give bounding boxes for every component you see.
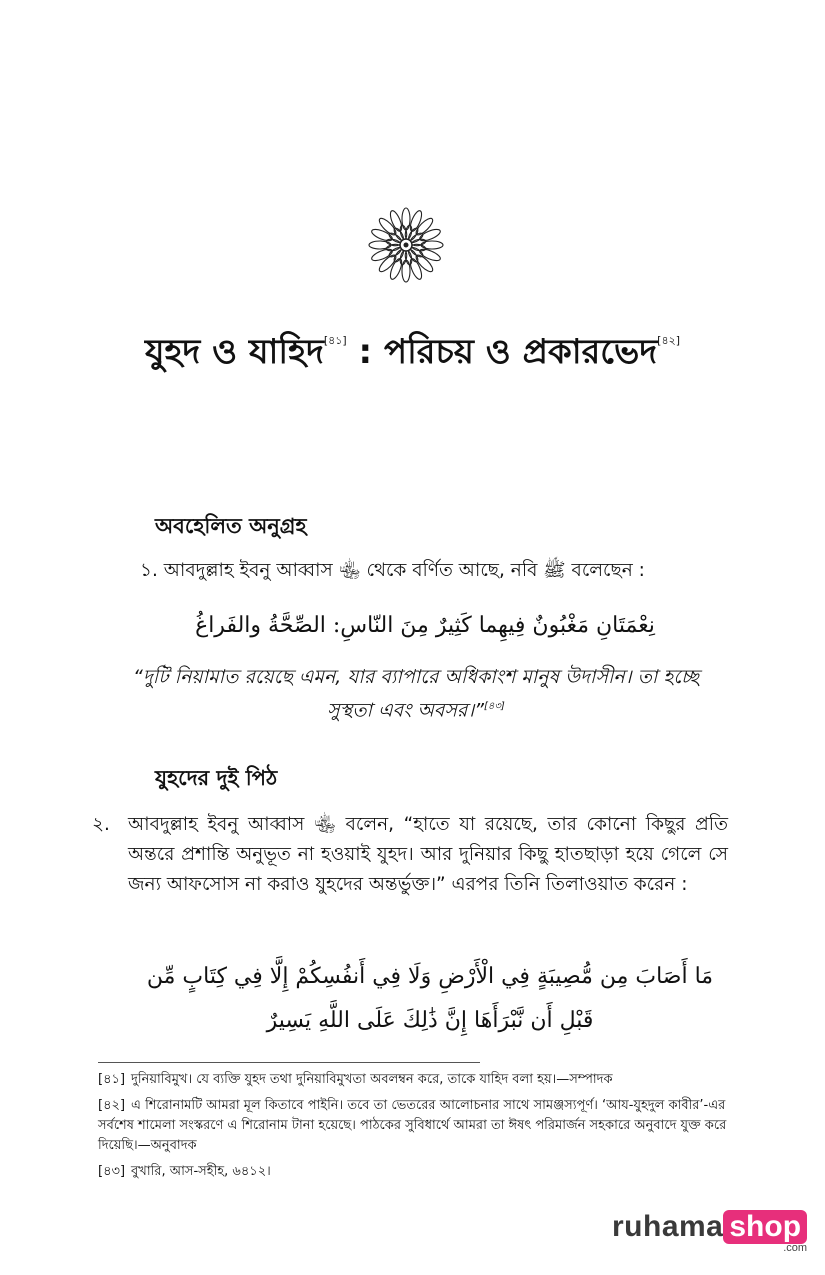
footnote-43 <box>98 1162 728 1182</box>
footnote-41 <box>98 1070 728 1090</box>
chapter-title-part2: পরিচয় ও প্রকারভেদ <box>384 332 658 372</box>
chapter-title-part1: যুহদ ও যাহিদ <box>144 332 324 372</box>
ruhamashop-logo <box>612 1210 807 1262</box>
hadith-translation-quote <box>120 662 712 725</box>
hadith-paragraph-2 <box>92 810 728 900</box>
quote-ref[interactable]: [৪৩] <box>484 701 505 712</box>
chapter-title-ref1[interactable]: [৪১] <box>323 334 347 347</box>
footnote-marker: [৪১] <box>98 1072 126 1087</box>
footnote-divider <box>98 1062 480 1063</box>
footnote-marker: [৪২] <box>98 1098 126 1113</box>
arabic-hadith-text: نِعْمَتَانِ مَغْبُونٌ فِيهِما كَثِيرٌ مِنَ النّاسِ: الصِّحَّةُ والفَراغُ <box>195 613 655 638</box>
ornament-petal <box>421 241 443 249</box>
footnote-marker: [৪৩] <box>98 1164 126 1179</box>
logo-badge: shop <box>723 1210 807 1244</box>
hadith-paragraph-1: ১. আবদুল্লাহ ইবনু আব্বাস ﵄ থেকে বর্ণিত আছে, নবি ﷺ বলেছেন : <box>140 560 645 581</box>
quote-text: “দুটি নিয়ামাত রয়েছে এমন, যার ব্যাপারে অধিকাংশ মানুষ উদাসীন। তা হচ্ছে সুস্থতা এবং অবসর।” <box>132 666 700 722</box>
paragraph-number: ২. <box>92 814 110 835</box>
mandala-ornament-icon <box>366 205 446 285</box>
footnote-text: দুনিয়াবিমুখ। যে ব্যক্তি যুহদ তথা দুনিয়াবিমুখতা অবলম্বন করে, তাকে যাহিদ বলা হয়।—সম্পাদক <box>131 1072 613 1087</box>
ornament-petal <box>402 208 410 230</box>
chapter-title-separator: : <box>346 332 384 372</box>
ornament-petal <box>402 260 410 282</box>
arabic-quran-verse: مَا أَصَابَ مِن مُّصِيبَةٍ فِي الْأَرْضِ وَلَا فِي أَنفُسِكُمْ إِلَّا فِي كِتَابٍ مِّن قَبْلِ أَن نَّبْرَأَهَا إِنَّ ذَٰلِكَ عَلَى اللَّهِ يَسِيرٌ <box>146 964 714 1033</box>
chapter-title-ref2[interactable]: [৪২] <box>657 334 681 347</box>
logo-suffix: .com <box>783 1242 808 1254</box>
ornament-petal <box>369 241 391 249</box>
chapter-title <box>80 332 745 373</box>
section-heading-neglected-blessing: অবহেলিত অনুগ্রহ <box>155 514 307 538</box>
logo-name: ruhama <box>612 1210 724 1243</box>
footnote-42 <box>98 1096 728 1156</box>
paragraph-2-text: আবদুল্লাহ ইবনু আব্বাস ﵄ বলেন, “হাতে যা রয়েছে, তার কোনো কিছুর প্রতি অন্তরে প্রশান্তি অনুভূত না হওয়াই যুহদ। আর দুনিয়ার কিছু হাতছাড়া হয়ে গেলে সে জন্য আফসোস না করাও যুহদের অন্তর্ভুক্ত।” এরপর তিনি তিলাওয়াত করেন : <box>128 814 728 895</box>
footnote-text: এ শিরোনামটি আমরা মূল কিতাবে পাইনি। তবে তা ভেতরের আলোচনার সাথে সামঞ্জস্যপূর্ণ। ‘আয-যুহদুল কাবীর’-এর সর্বশেষ শামেলা সংস্করণে এ শিরোনাম টানা হয়েছে। পাঠকের সুবিধার্থে আমরা তা ঈষৎ পরিমার্জন সহকারে অনুবাদে যুক্ত করে দিয়েছি।—অনুবাদক <box>98 1098 727 1153</box>
section-heading-two-sides-of-zuhd: যুহদের দুই পিঠ <box>155 766 278 790</box>
footnote-text: বুখারি, আস-সহীহ, ৬৪১২। <box>131 1164 271 1179</box>
